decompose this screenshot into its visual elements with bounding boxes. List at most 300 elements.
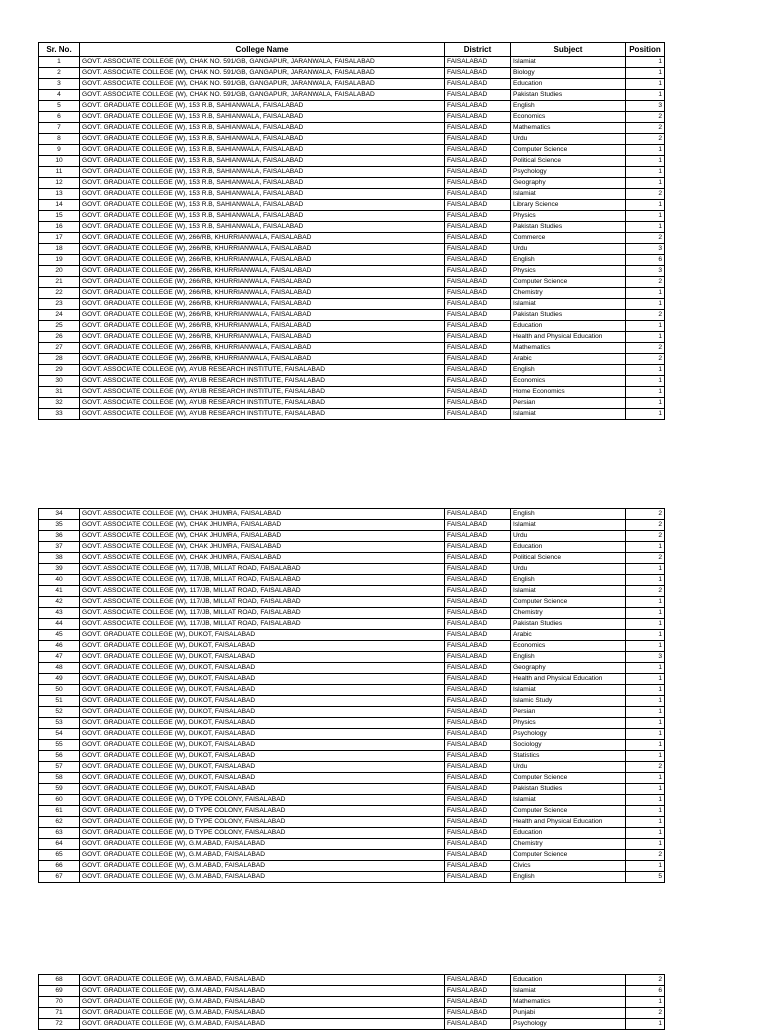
position-cell: 1 (626, 288, 665, 299)
sr-no-cell: 29 (39, 365, 80, 376)
table-row (39, 354, 665, 365)
college-name-cell: GOVT. GRADUATE COLLEGE (W), G.M.ABAD, FAISALABAD (80, 1008, 445, 1019)
college-name-cell: GOVT. GRADUATE COLLEGE (W), G.M.ABAD, FAISALABAD (80, 872, 445, 883)
posts-table-block-1 (38, 42, 665, 420)
subject-cell: Islamiat (511, 520, 626, 531)
position-cell: 1 (626, 57, 665, 68)
table-row (39, 509, 665, 520)
district-cell: FAISALABAD (445, 387, 511, 398)
sr-no-cell: 64 (39, 839, 80, 850)
position-cell: 1 (626, 376, 665, 387)
sr-no-cell: 27 (39, 343, 80, 354)
district-cell: FAISALABAD (445, 145, 511, 156)
table-row (39, 288, 665, 299)
district-cell: FAISALABAD (445, 997, 511, 1008)
position-cell: 3 (626, 266, 665, 277)
position-cell: 1 (626, 630, 665, 641)
college-name-cell: GOVT. ASSOCIATE COLLEGE (W), 117/JB, MILLAT ROAD, FAISALABAD (80, 564, 445, 575)
sr-no-cell: 47 (39, 652, 80, 663)
sr-no-cell: 25 (39, 321, 80, 332)
table-row (39, 762, 665, 773)
position-cell: 1 (626, 784, 665, 795)
district-cell: FAISALABAD (445, 244, 511, 255)
district-cell: FAISALABAD (445, 975, 511, 986)
table-row (39, 79, 665, 90)
subject-cell: Computer Science (511, 806, 626, 817)
table-row (39, 674, 665, 685)
sr-no-cell: 17 (39, 233, 80, 244)
college-name-cell: GOVT. ASSOCIATE COLLEGE (W), CHAK JHUMRA, FAISALABAD (80, 553, 445, 564)
district-cell: FAISALABAD (445, 156, 511, 167)
district-cell: FAISALABAD (445, 123, 511, 134)
sr-no-cell: 22 (39, 288, 80, 299)
district-cell: FAISALABAD (445, 740, 511, 751)
district-cell: FAISALABAD (445, 674, 511, 685)
district-cell: FAISALABAD (445, 365, 511, 376)
header-college-name: College Name (80, 43, 445, 57)
sr-no-cell: 8 (39, 134, 80, 145)
sr-no-cell: 58 (39, 773, 80, 784)
sr-no-cell: 34 (39, 509, 80, 520)
district-cell: FAISALABAD (445, 608, 511, 619)
position-cell: 1 (626, 564, 665, 575)
district-cell: FAISALABAD (445, 222, 511, 233)
sr-no-cell: 69 (39, 986, 80, 997)
table-row (39, 321, 665, 332)
position-cell: 1 (626, 409, 665, 420)
sr-no-cell: 43 (39, 608, 80, 619)
college-name-cell: GOVT. GRADUATE COLLEGE (W), 153 R.B, SAHIANWALA, FAISALABAD (80, 101, 445, 112)
subject-cell: Psychology (511, 1019, 626, 1030)
sr-no-cell: 5 (39, 101, 80, 112)
subject-cell: Political Science (511, 553, 626, 564)
sr-no-cell: 55 (39, 740, 80, 751)
college-name-cell: GOVT. GRADUATE COLLEGE (W), 266/RB, KHURRIANWALA, FAISALABAD (80, 266, 445, 277)
subject-cell: Islamiat (511, 795, 626, 806)
sr-no-cell: 49 (39, 674, 80, 685)
position-cell: 2 (626, 354, 665, 365)
position-cell: 1 (626, 608, 665, 619)
position-cell: 1 (626, 200, 665, 211)
district-cell: FAISALABAD (445, 332, 511, 343)
posts-table-block-2 (38, 508, 665, 883)
district-cell: FAISALABAD (445, 266, 511, 277)
table-row (39, 134, 665, 145)
district-cell: FAISALABAD (445, 762, 511, 773)
district-cell: FAISALABAD (445, 68, 511, 79)
sr-no-cell: 1 (39, 57, 80, 68)
table-row (39, 861, 665, 872)
district-cell: FAISALABAD (445, 134, 511, 145)
position-cell: 1 (626, 817, 665, 828)
college-name-cell: GOVT. GRADUATE COLLEGE (W), DUKOT, FAISALABAD (80, 630, 445, 641)
college-name-cell: GOVT. GRADUATE COLLEGE (W), DUKOT, FAISALABAD (80, 685, 445, 696)
college-name-cell: GOVT. GRADUATE COLLEGE (W), 266/RB, KHURRIANWALA, FAISALABAD (80, 299, 445, 310)
district-cell: FAISALABAD (445, 795, 511, 806)
subject-cell: Mathematics (511, 343, 626, 354)
sr-no-cell: 28 (39, 354, 80, 365)
sr-no-cell: 54 (39, 729, 80, 740)
subject-cell: Economics (511, 376, 626, 387)
subject-cell: Physics (511, 211, 626, 222)
sr-no-cell: 50 (39, 685, 80, 696)
subject-cell: English (511, 509, 626, 520)
position-cell: 1 (626, 575, 665, 586)
position-cell: 1 (626, 211, 665, 222)
table-row (39, 233, 665, 244)
subject-cell: Health and Physical Education (511, 674, 626, 685)
table-row (39, 343, 665, 354)
table-row (39, 575, 665, 586)
table-row (39, 784, 665, 795)
district-cell: FAISALABAD (445, 354, 511, 365)
position-cell: 2 (626, 762, 665, 773)
position-cell: 1 (626, 729, 665, 740)
subject-cell: Urdu (511, 244, 626, 255)
district-cell: FAISALABAD (445, 211, 511, 222)
college-name-cell: GOVT. ASSOCIATE COLLEGE (W), AYUB RESEARCH INSTITUTE, FAISALABAD (80, 409, 445, 420)
district-cell: FAISALABAD (445, 277, 511, 288)
district-cell: FAISALABAD (445, 729, 511, 740)
table-row (39, 520, 665, 531)
table-row (39, 975, 665, 986)
district-cell: FAISALABAD (445, 57, 511, 68)
subject-cell: Sociology (511, 740, 626, 751)
subject-cell: Islamiat (511, 189, 626, 200)
table-row (39, 222, 665, 233)
subject-cell: English (511, 101, 626, 112)
position-cell: 1 (626, 696, 665, 707)
district-cell: FAISALABAD (445, 321, 511, 332)
district-cell: FAISALABAD (445, 409, 511, 420)
table-row (39, 409, 665, 420)
subject-cell: Physics (511, 718, 626, 729)
sr-no-cell: 44 (39, 619, 80, 630)
sr-no-cell: 60 (39, 795, 80, 806)
subject-cell: Statistics (511, 751, 626, 762)
subject-cell: Islamic Study (511, 696, 626, 707)
subject-cell: Islamiat (511, 685, 626, 696)
district-cell: FAISALABAD (445, 685, 511, 696)
college-name-cell: GOVT. GRADUATE COLLEGE (W), DUKOT, FAISALABAD (80, 729, 445, 740)
subject-cell: Mathematics (511, 997, 626, 1008)
subject-cell: Health and Physical Education (511, 332, 626, 343)
table-row (39, 542, 665, 553)
district-cell: FAISALABAD (445, 542, 511, 553)
college-name-cell: GOVT. ASSOCIATE COLLEGE (W), AYUB RESEARCH INSTITUTE, FAISALABAD (80, 376, 445, 387)
college-name-cell: GOVT. GRADUATE COLLEGE (W), DUKOT, FAISALABAD (80, 641, 445, 652)
college-name-cell: GOVT. GRADUATE COLLEGE (W), G.M.ABAD, FAISALABAD (80, 986, 445, 997)
sr-no-cell: 36 (39, 531, 80, 542)
sr-no-cell: 19 (39, 255, 80, 266)
table-row (39, 564, 665, 575)
district-cell: FAISALABAD (445, 751, 511, 762)
position-cell: 1 (626, 79, 665, 90)
sr-no-cell: 67 (39, 872, 80, 883)
sr-no-cell: 65 (39, 850, 80, 861)
sr-no-cell: 52 (39, 707, 80, 718)
position-cell: 1 (626, 398, 665, 409)
college-name-cell: GOVT. GRADUATE COLLEGE (W), 153 R.B, SAHIANWALA, FAISALABAD (80, 156, 445, 167)
position-cell: 1 (626, 828, 665, 839)
table-row (39, 332, 665, 343)
table-row (39, 112, 665, 123)
district-cell: FAISALABAD (445, 597, 511, 608)
district-cell: FAISALABAD (445, 773, 511, 784)
district-cell: FAISALABAD (445, 288, 511, 299)
college-name-cell: GOVT. GRADUATE COLLEGE (W), DUKOT, FAISALABAD (80, 707, 445, 718)
position-cell: 1 (626, 1019, 665, 1030)
position-cell: 1 (626, 68, 665, 79)
college-name-cell: GOVT. ASSOCIATE COLLEGE (W), 117/JB, MILLAT ROAD, FAISALABAD (80, 586, 445, 597)
sr-no-cell: 68 (39, 975, 80, 986)
sr-no-cell: 15 (39, 211, 80, 222)
table-row (39, 189, 665, 200)
district-cell: FAISALABAD (445, 663, 511, 674)
subject-cell: English (511, 872, 626, 883)
college-name-cell: GOVT. GRADUATE COLLEGE (W), DUKOT, FAISALABAD (80, 718, 445, 729)
table-row (39, 178, 665, 189)
position-cell: 2 (626, 134, 665, 145)
subject-cell: Arabic (511, 354, 626, 365)
sr-no-cell: 16 (39, 222, 80, 233)
district-cell: FAISALABAD (445, 299, 511, 310)
subject-cell: Home Economics (511, 387, 626, 398)
district-cell: FAISALABAD (445, 619, 511, 630)
position-cell: 2 (626, 233, 665, 244)
subject-cell: Psychology (511, 729, 626, 740)
position-cell: 1 (626, 156, 665, 167)
table-row (39, 244, 665, 255)
district-cell: FAISALABAD (445, 630, 511, 641)
sr-no-cell: 30 (39, 376, 80, 387)
college-name-cell: GOVT. ASSOCIATE COLLEGE (W), AYUB RESEARCH INSTITUTE, FAISALABAD (80, 365, 445, 376)
position-cell: 2 (626, 310, 665, 321)
table-row (39, 68, 665, 79)
district-cell: FAISALABAD (445, 255, 511, 266)
table-row (39, 817, 665, 828)
sr-no-cell: 33 (39, 409, 80, 420)
sr-no-cell: 72 (39, 1019, 80, 1030)
college-name-cell: GOVT. GRADUATE COLLEGE (W), DUKOT, FAISALABAD (80, 740, 445, 751)
college-name-cell: GOVT. GRADUATE COLLEGE (W), D TYPE COLONY, FAISALABAD (80, 828, 445, 839)
position-cell: 1 (626, 321, 665, 332)
subject-cell: Civics (511, 861, 626, 872)
position-cell: 1 (626, 718, 665, 729)
sr-no-cell: 39 (39, 564, 80, 575)
district-cell: FAISALABAD (445, 1019, 511, 1030)
table-row (39, 398, 665, 409)
position-cell: 1 (626, 641, 665, 652)
position-cell: 1 (626, 751, 665, 762)
table-row (39, 707, 665, 718)
position-cell: 2 (626, 1008, 665, 1019)
college-name-cell: GOVT. GRADUATE COLLEGE (W), 153 R.B, SAHIANWALA, FAISALABAD (80, 211, 445, 222)
header-district: District (445, 43, 511, 57)
sr-no-cell: 57 (39, 762, 80, 773)
college-name-cell: GOVT. GRADUATE COLLEGE (W), 153 R.B, SAHIANWALA, FAISALABAD (80, 200, 445, 211)
college-name-cell: GOVT. GRADUATE COLLEGE (W), 153 R.B, SAHIANWALA, FAISALABAD (80, 134, 445, 145)
district-cell: FAISALABAD (445, 553, 511, 564)
college-name-cell: GOVT. GRADUATE COLLEGE (W), 266/RB, KHURRIANWALA, FAISALABAD (80, 310, 445, 321)
sr-no-cell: 61 (39, 806, 80, 817)
position-cell: 2 (626, 553, 665, 564)
subject-cell: Commerce (511, 233, 626, 244)
table-row (39, 850, 665, 861)
college-name-cell: GOVT. ASSOCIATE COLLEGE (W), CHAK NO. 591/GB, GANGAPUR, JARANWALA, FAISALABAD (80, 79, 445, 90)
header-subject: Subject (511, 43, 626, 57)
subject-cell: Education (511, 975, 626, 986)
position-cell: 1 (626, 685, 665, 696)
college-name-cell: GOVT. ASSOCIATE COLLEGE (W), CHAK JHUMRA, FAISALABAD (80, 520, 445, 531)
sr-no-cell: 66 (39, 861, 80, 872)
subject-cell: Geography (511, 178, 626, 189)
college-name-cell: GOVT. GRADUATE COLLEGE (W), DUKOT, FAISALABAD (80, 751, 445, 762)
position-cell: 2 (626, 277, 665, 288)
header-sr-no: Sr. No. (39, 43, 80, 57)
college-name-cell: GOVT. GRADUATE COLLEGE (W), 153 R.B, SAHIANWALA, FAISALABAD (80, 167, 445, 178)
district-cell: FAISALABAD (445, 696, 511, 707)
position-cell: 2 (626, 343, 665, 354)
subject-cell: Chemistry (511, 288, 626, 299)
college-name-cell: GOVT. GRADUATE COLLEGE (W), 266/RB, KHURRIANWALA, FAISALABAD (80, 233, 445, 244)
sr-no-cell: 59 (39, 784, 80, 795)
position-cell: 1 (626, 597, 665, 608)
sr-no-cell: 32 (39, 398, 80, 409)
position-cell: 6 (626, 255, 665, 266)
district-cell: FAISALABAD (445, 101, 511, 112)
district-cell: FAISALABAD (445, 531, 511, 542)
position-cell: 2 (626, 112, 665, 123)
position-cell: 2 (626, 975, 665, 986)
college-name-cell: GOVT. ASSOCIATE COLLEGE (W), AYUB RESEARCH INSTITUTE, FAISALABAD (80, 387, 445, 398)
table-row (39, 553, 665, 564)
subject-cell: Pakistan Studies (511, 619, 626, 630)
college-name-cell: GOVT. GRADUATE COLLEGE (W), DUKOT, FAISALABAD (80, 652, 445, 663)
sr-no-cell: 51 (39, 696, 80, 707)
subject-cell: English (511, 652, 626, 663)
subject-cell: Computer Science (511, 277, 626, 288)
district-cell: FAISALABAD (445, 586, 511, 597)
college-name-cell: GOVT. ASSOCIATE COLLEGE (W), CHAK NO. 591/GB, GANGAPUR, JARANWALA, FAISALABAD (80, 90, 445, 101)
header-row (39, 43, 665, 57)
sr-no-cell: 38 (39, 553, 80, 564)
sr-no-cell: 53 (39, 718, 80, 729)
district-cell: FAISALABAD (445, 872, 511, 883)
table-row (39, 718, 665, 729)
table-row (39, 156, 665, 167)
position-cell: 1 (626, 839, 665, 850)
sr-no-cell: 14 (39, 200, 80, 211)
table-row (39, 608, 665, 619)
table-row (39, 986, 665, 997)
table-row (39, 641, 665, 652)
position-cell: 1 (626, 806, 665, 817)
table-row (39, 652, 665, 663)
table-row (39, 57, 665, 68)
table-row (39, 376, 665, 387)
table-row (39, 123, 665, 134)
college-name-cell: GOVT. GRADUATE COLLEGE (W), 153 R.B, SAHIANWALA, FAISALABAD (80, 123, 445, 134)
sr-no-cell: 10 (39, 156, 80, 167)
college-name-cell: GOVT. ASSOCIATE COLLEGE (W), CHAK NO. 591/GB, GANGAPUR, JARANWALA, FAISALABAD (80, 68, 445, 79)
sr-no-cell: 40 (39, 575, 80, 586)
table-row (39, 997, 665, 1008)
subject-cell: Education (511, 79, 626, 90)
sr-no-cell: 6 (39, 112, 80, 123)
subject-cell: Biology (511, 68, 626, 79)
college-name-cell: GOVT. GRADUATE COLLEGE (W), 266/RB, KHURRIANWALA, FAISALABAD (80, 288, 445, 299)
college-name-cell: GOVT. GRADUATE COLLEGE (W), D TYPE COLONY, FAISALABAD (80, 806, 445, 817)
sr-no-cell: 42 (39, 597, 80, 608)
subject-cell: Chemistry (511, 839, 626, 850)
district-cell: FAISALABAD (445, 200, 511, 211)
position-cell: 3 (626, 101, 665, 112)
table-row (39, 1019, 665, 1030)
position-cell: 1 (626, 861, 665, 872)
college-name-cell: GOVT. GRADUATE COLLEGE (W), G.M.ABAD, FAISALABAD (80, 975, 445, 986)
subject-cell: Arabic (511, 630, 626, 641)
sr-no-cell: 9 (39, 145, 80, 156)
position-cell: 2 (626, 531, 665, 542)
sr-no-cell: 12 (39, 178, 80, 189)
sr-no-cell: 7 (39, 123, 80, 134)
position-cell: 1 (626, 145, 665, 156)
position-cell: 1 (626, 795, 665, 806)
table-row (39, 365, 665, 376)
district-cell: FAISALABAD (445, 1008, 511, 1019)
table-row (39, 619, 665, 630)
subject-cell: English (511, 365, 626, 376)
district-cell: FAISALABAD (445, 828, 511, 839)
district-cell: FAISALABAD (445, 564, 511, 575)
subject-cell: English (511, 255, 626, 266)
subject-cell: Mathematics (511, 123, 626, 134)
table-row (39, 872, 665, 883)
subject-cell: Economics (511, 112, 626, 123)
college-name-cell: GOVT. GRADUATE COLLEGE (W), 153 R.B, SAHIANWALA, FAISALABAD (80, 178, 445, 189)
sr-no-cell: 20 (39, 266, 80, 277)
position-cell: 2 (626, 586, 665, 597)
district-cell: FAISALABAD (445, 376, 511, 387)
district-cell: FAISALABAD (445, 343, 511, 354)
college-name-cell: GOVT. GRADUATE COLLEGE (W), G.M.ABAD, FAISALABAD (80, 997, 445, 1008)
college-name-cell: GOVT. GRADUATE COLLEGE (W), 266/RB, KHURRIANWALA, FAISALABAD (80, 321, 445, 332)
college-name-cell: GOVT. ASSOCIATE COLLEGE (W), 117/JB, MILLAT ROAD, FAISALABAD (80, 597, 445, 608)
table-row (39, 663, 665, 674)
college-name-cell: GOVT. GRADUATE COLLEGE (W), 153 R.B, SAHIANWALA, FAISALABAD (80, 189, 445, 200)
position-cell: 2 (626, 520, 665, 531)
sr-no-cell: 31 (39, 387, 80, 398)
table-row (39, 277, 665, 288)
subject-cell: Islamiat (511, 57, 626, 68)
sr-no-cell: 63 (39, 828, 80, 839)
table-row (39, 90, 665, 101)
table-row (39, 828, 665, 839)
college-name-cell: GOVT. GRADUATE COLLEGE (W), DUKOT, FAISALABAD (80, 696, 445, 707)
table-row (39, 597, 665, 608)
subject-cell: Psychology (511, 167, 626, 178)
sr-no-cell: 23 (39, 299, 80, 310)
district-cell: FAISALABAD (445, 79, 511, 90)
college-name-cell: GOVT. GRADUATE COLLEGE (W), DUKOT, FAISALABAD (80, 663, 445, 674)
table-row (39, 751, 665, 762)
district-cell: FAISALABAD (445, 986, 511, 997)
subject-cell: Islamiat (511, 986, 626, 997)
sr-no-cell: 21 (39, 277, 80, 288)
sr-no-cell: 41 (39, 586, 80, 597)
position-cell: 1 (626, 773, 665, 784)
